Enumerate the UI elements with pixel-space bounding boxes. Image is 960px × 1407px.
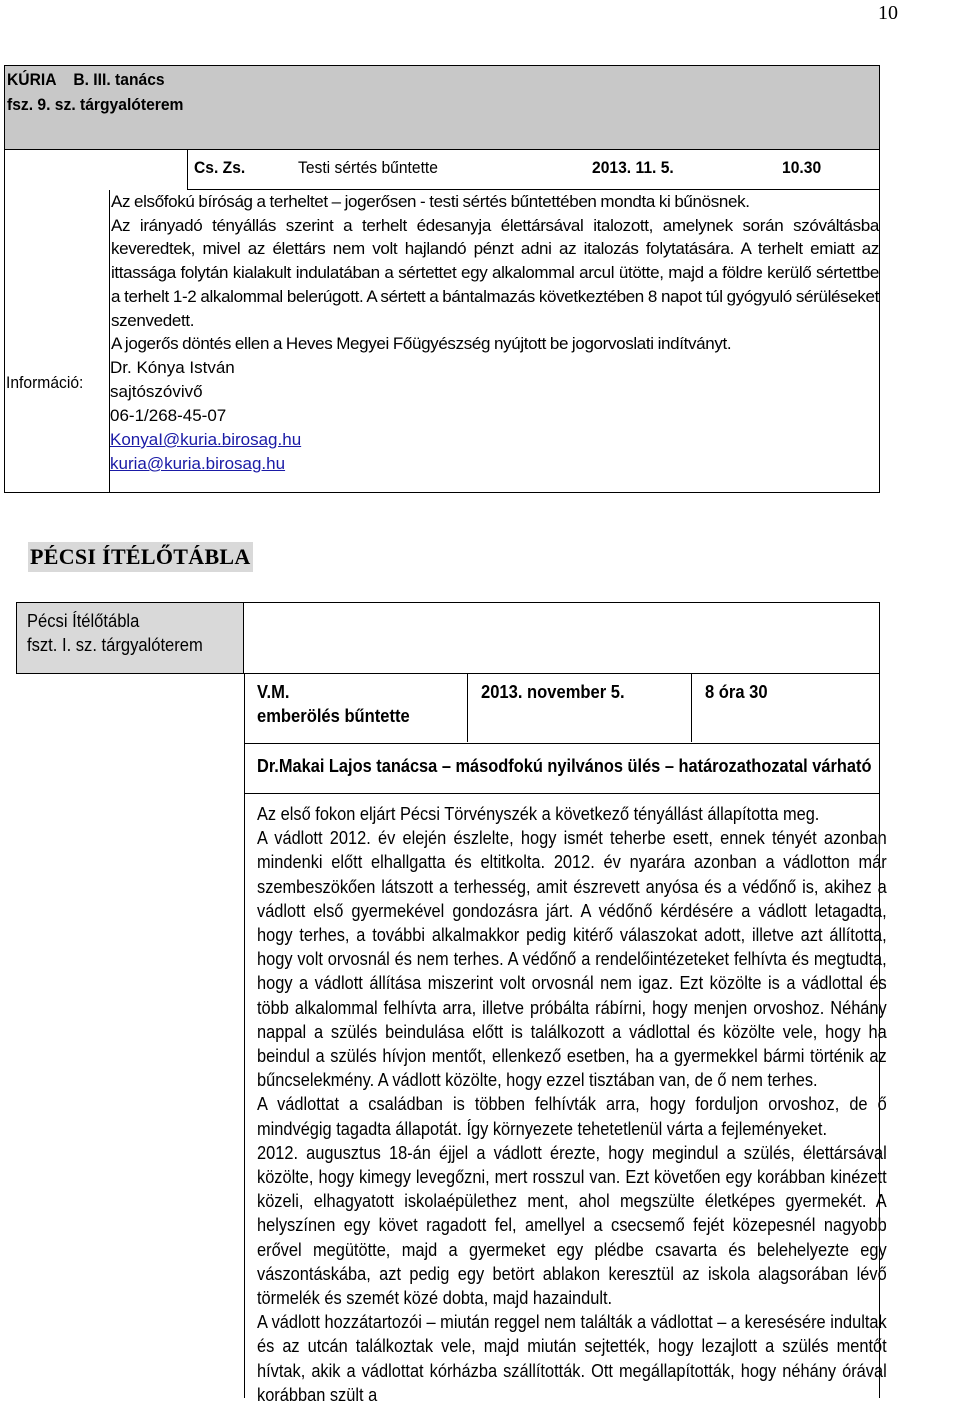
pecs-description-text: [257, 802, 887, 1407]
pecs-panel-text: Dr.Makai Lajos tanácsa – másodfokú nyilvános ülés – határozathozatal várható: [257, 756, 872, 776]
pecs-venue: [16, 602, 244, 674]
pecs-case-time: 8 óra 30: [705, 682, 768, 702]
kuria-venue-line1: KÚRIA B. III. tanács: [7, 70, 165, 89]
kuria-paragraph-3: A jogerős döntés ellen a Heves Megyei Főügyészség nyújtott be jogorvoslati indítványt.: [111, 334, 732, 354]
kuria-case-time: 10.30: [782, 158, 822, 177]
pecs-paragraph-4: 2012. augusztus 18-án éjjel a vádlott érezte, hogy megindul a szülés, élettársával közölte, hogy kimegy levegőzni, mert rosszul van. Ezt követően egy korábban kinézett közeli, elhagyatott iskolaépülethez ment, ahol megszülte életképes gyermekét. A helyszínen egy követ ragadott fel, amellyel a csecsemő fejét közepesnél nagyobb erővel megütötte, majd a gyermeket egy plédbe csavarta és belehelyezte egy vászontáskába, azt pedig egy betört ablakon keresztül az iskola alagsorában lévő törmelék és szemét közé dobta, majd hazaindult.: [257, 1142, 887, 1309]
pecs-venue-line2: fszt. I. sz. tárgyalóterem: [27, 635, 203, 655]
kuria-venue-header: [5, 66, 879, 150]
pecs-case-description: [244, 794, 887, 1405]
contact-phone: 06-1/268-45-07: [110, 405, 227, 425]
kuria-case-row: [187, 150, 879, 190]
kuria-case-initials: Cs. Zs.: [194, 158, 246, 177]
kuria-case-body: [109, 190, 879, 492]
pecs-case-offense: emberölés bűntette: [257, 706, 410, 726]
kuria-case-table: [4, 65, 880, 493]
pecs-paragraph-5: A vádlott hozzátartozói – miután reggel nem találták a vádlottat – a keresésére indultak és az utcán találkoztak vele, majd miután sejtették, hogy lezajlott a szülés mentőt hívtak, akik a vádlottat kórházba szállították. Ott megállapították, hogy néhány órával korábban szült a: [257, 1312, 887, 1405]
pecs-case-divider-1: [467, 674, 468, 742]
pecs-paragraph-3: A vádlottat a családban is többen felhívták arra, hogy forduljon orvoshoz, de ő mindvégig tagadta állapotát. Így környezete tehetetlenül várta a fejleményeket.: [257, 1094, 887, 1139]
kuria-case-date: 2013. 11. 5.: [592, 158, 674, 177]
pecs-case-divider-2: [691, 674, 692, 742]
contact-name: Dr. Kónya István: [110, 357, 235, 377]
pecs-section-heading: PÉCSI ÍTÉLŐTÁBLA: [28, 542, 253, 572]
contact-email-link-2[interactable]: kuria@kuria.birosag.hu: [110, 453, 286, 473]
kuria-contact: [110, 356, 879, 476]
pecs-panel-row: [244, 744, 880, 794]
pecs-case-initials: V.M.: [257, 682, 290, 702]
pecs-paragraph-2: A vádlott 2012. év elején észlelte, hogy ismét teherbe esett, ennek tényét azonban mindenki előtt elhallgatta és eltitkolta. 2012. év nyarára azonban a vádlotton már szembeszökően látszott a terhesség, amit észrevett anyósa és a védőnő is, akihez a vádlott első gyermekével gondozásra járt. A védőnő kérdésére a vádlott letagadta, hogy terhes, a további alkalmakkor pedig kitérő válaszokat adott, illetve azt állította, hogy volt orvosnál és nem terhes. A védőnő a rendelőintézeteket felhívta és megtudta, hogy a vádlott állítása miszerint volt orvosnál nem igaz. Ezt közölte is a vádlottal és több alkalommal felhívta arra, illetve próbálta rábírni, hogy menjen orvoshoz. Néhány nappal a szülés beindulása előtt is találkozott a vádlottal és közölte vele, hogy ha beindul a szülés hívjon mentőt, ellenkező esetben, ha a gyermekkel bármi történik az bűncselekmény. A vádlott közölte, hogy ezzel tisztában van, de ő nem terhes.: [257, 828, 887, 1091]
info-label: Információ:: [6, 373, 84, 392]
kuria-paragraph-1: Az elsőfokú bíróság a terheltet – jogerősen - testi sértés bűntettében mondta ki bűnösnek.: [111, 192, 750, 211]
contact-email-link-1[interactable]: KonyaI@kuria.birosag.hu: [110, 429, 302, 449]
kuria-case-offense: Testi sértés bűntette: [298, 158, 438, 177]
pecs-case-id: [257, 680, 410, 728]
pecs-venue-line1: Pécsi Ítélőtábla: [27, 611, 140, 631]
pecs-header-cell: [244, 602, 880, 674]
contact-role: sajtószóvivő: [110, 381, 203, 401]
pecs-case-date: 2013. november 5.: [481, 682, 625, 702]
kuria-venue-line2: fsz. 9. sz. tárgyalóterem: [7, 95, 184, 114]
kuria-paragraph-2: Az irányadó tényállás szerint a terhelt édesanyja élettársával italozott, amelynek során szóváltásba keveredtek, mivel az élettárs nem volt hajlandó pénzt adni az italozás folytatására. A terhelt emiatt az ittassága folytán kialakult indulatában a sértettet egy alkalommal arcul ütötte, majd a földre kerülő sértettbe a terhelt 1-2 alkalommal belerúgott. A sértett a bántalmazás következtében 8 napot túl gyógyuló sérüléseket szenvedett.: [111, 215, 879, 330]
kuria-venue: [7, 67, 183, 117]
page-number: 10: [878, 2, 898, 24]
pecs-case-row: [244, 674, 880, 744]
pecs-paragraph-1: Az első fokon eljárt Pécsi Törvényszék a következő tényállást állapította meg.: [257, 804, 820, 824]
